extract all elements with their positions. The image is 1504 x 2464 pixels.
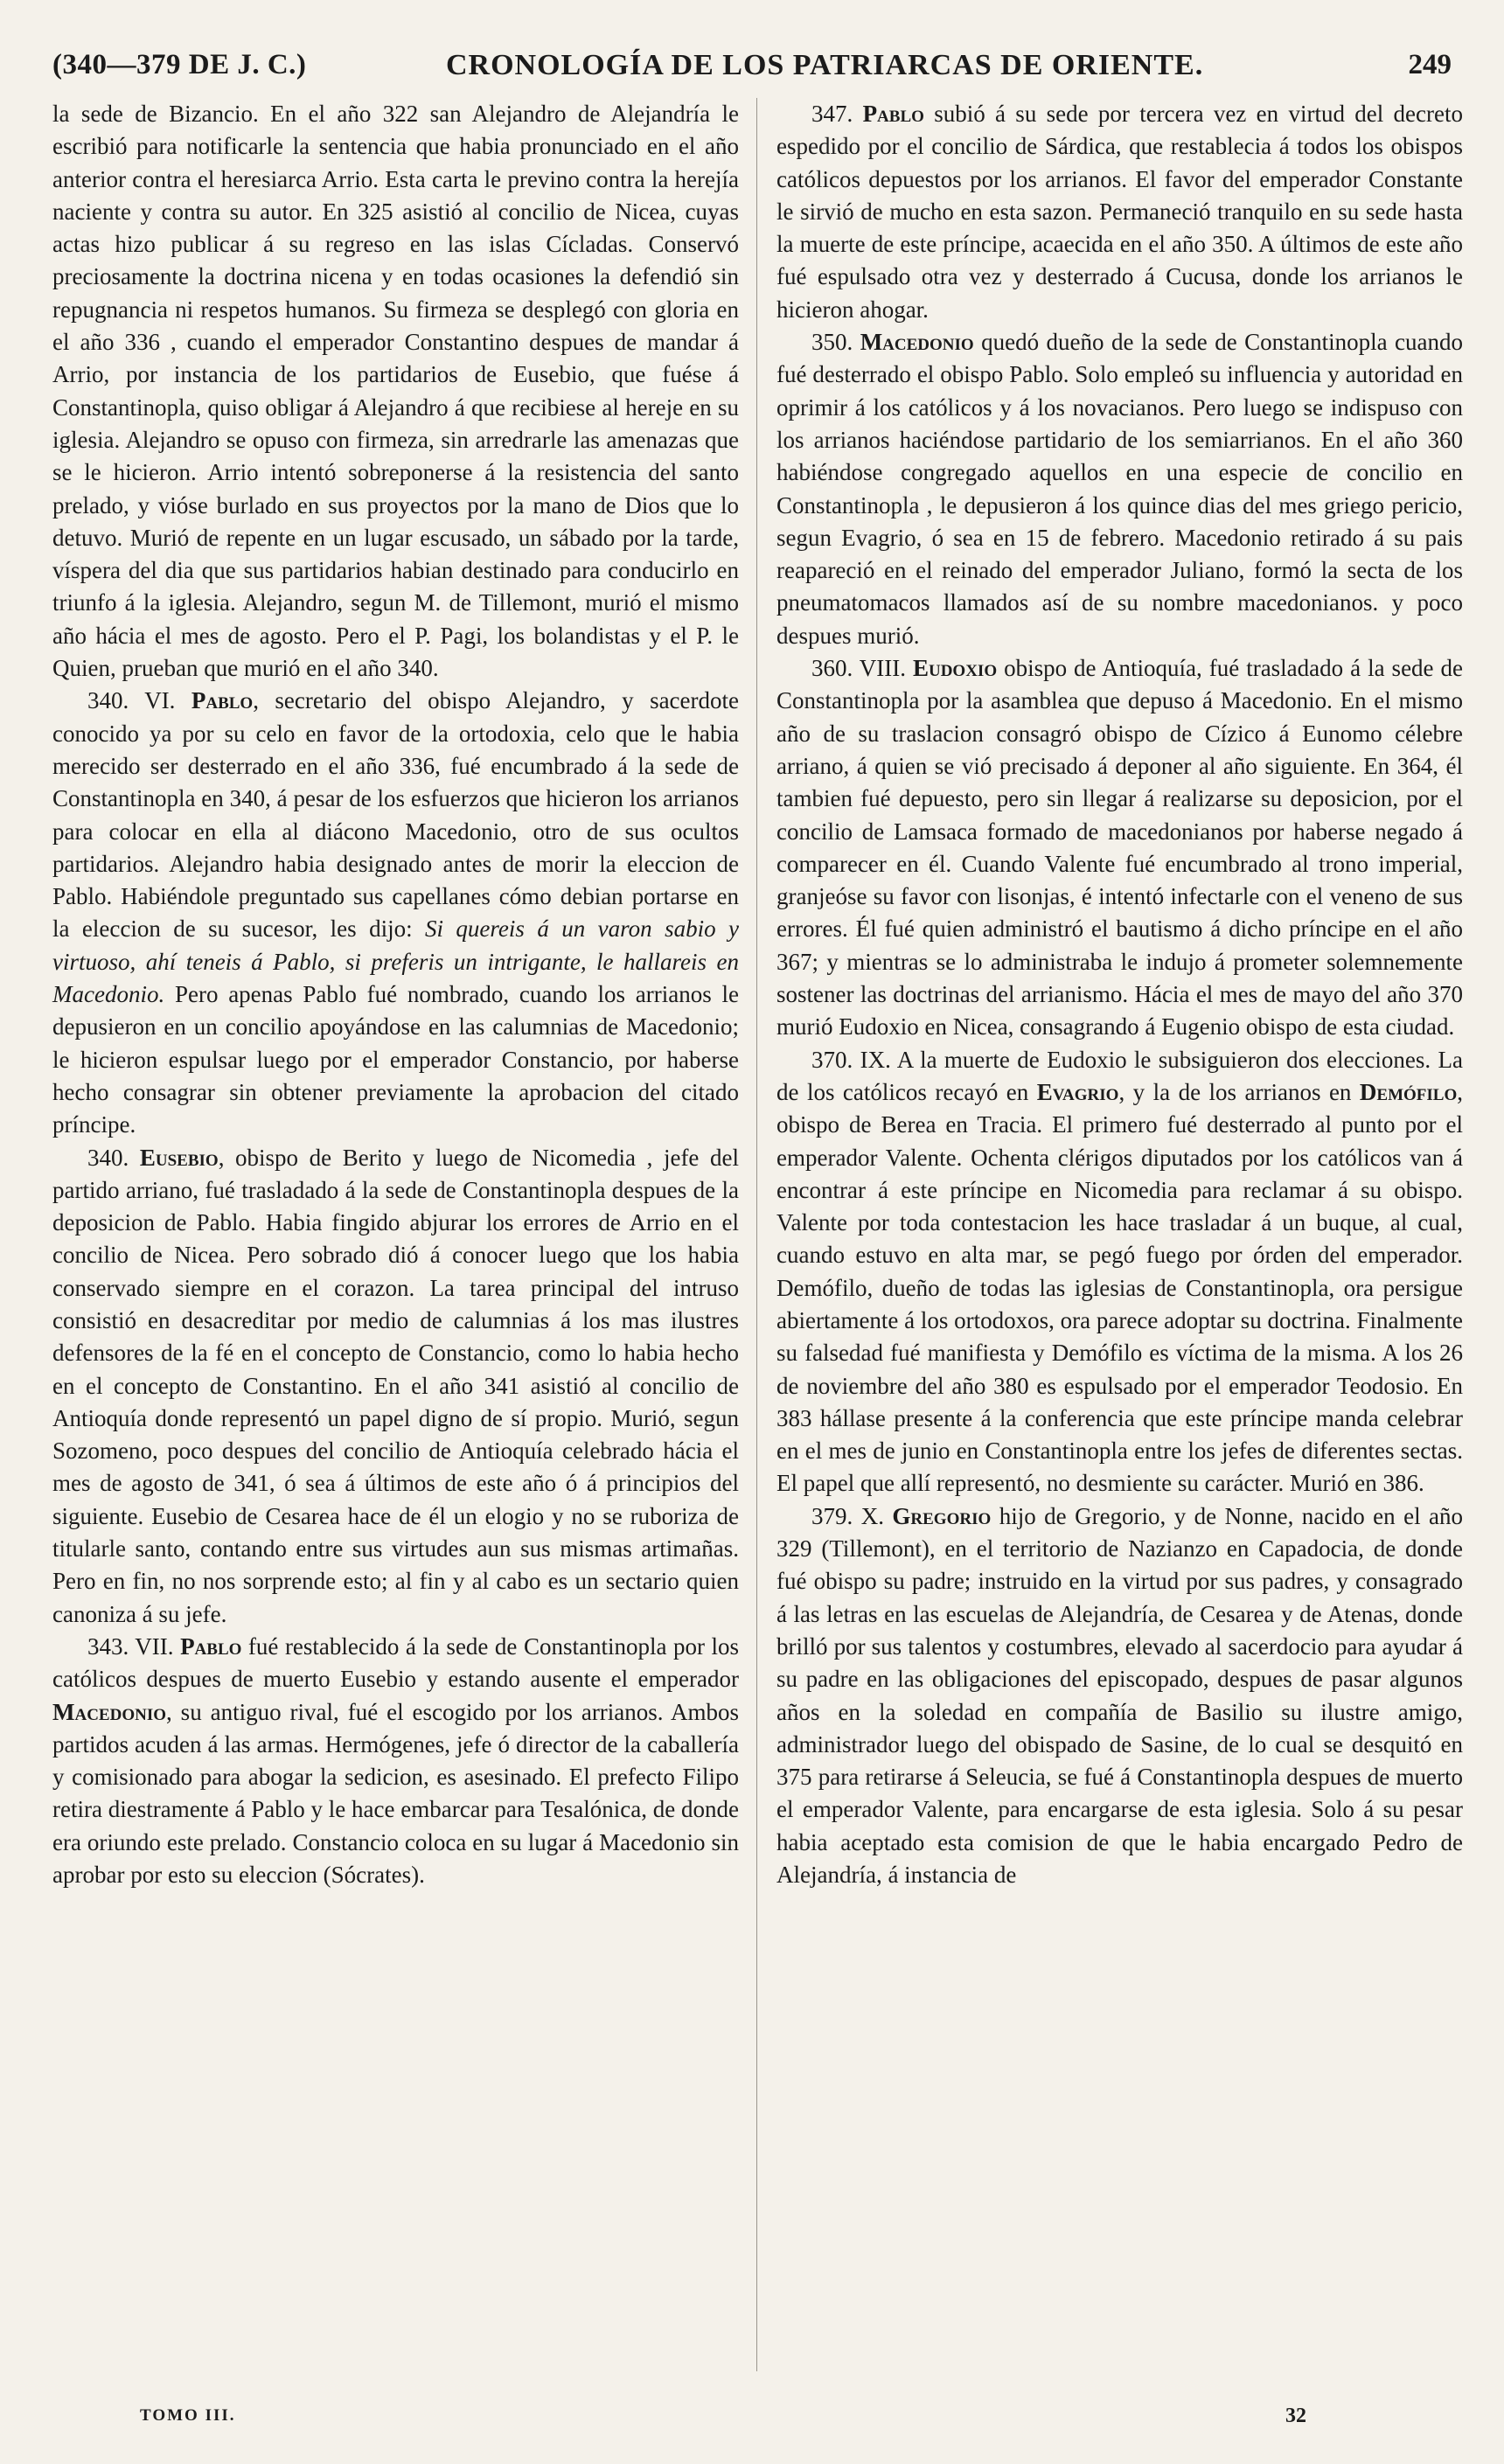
entry-roman: VIII. bbox=[859, 655, 906, 682]
entry-text: A la muerte de Eudoxio le subsiguieron dos elecciones. La de los católicos recayó en bbox=[776, 1046, 1463, 1105]
entry-name: Evagrio bbox=[1036, 1078, 1119, 1105]
entry-number: 370. bbox=[811, 1046, 853, 1073]
entry-number: 379. bbox=[811, 1502, 853, 1529]
entry-roman: VI. bbox=[144, 687, 176, 714]
column-divider bbox=[756, 98, 757, 2371]
paragraph-pablo-343 bbox=[52, 1631, 739, 1891]
entry-name: Macedonio bbox=[860, 329, 974, 356]
entry-name: Eudoxio bbox=[912, 655, 998, 682]
paragraph-eudoxio-360 bbox=[776, 652, 1463, 1044]
entry-number: 340. bbox=[87, 1144, 129, 1171]
entry-name: Pablo bbox=[862, 101, 924, 127]
entry-name: Pablo bbox=[180, 1632, 242, 1660]
paragraph-eusebio-340 bbox=[52, 1142, 739, 1631]
entry-number: 347. bbox=[811, 101, 853, 127]
entry-number: 350. bbox=[811, 329, 853, 356]
signature-mark: 32 bbox=[1285, 2405, 1306, 2427]
right-column bbox=[776, 98, 1463, 1891]
paragraph-alejandro-continued: la sede de Bizancio. En el año 322 san Alejandro de Alejandría le escribió para notificarle la sentencia que habia pronunciado en el año anterior contra el heresiarca Arrio. Esta carta le previno contra la herejía naciente y contra su autor. En 325 asistió al concilio de Nicea, cuyas actas hizo publicar á su regreso en las islas Cícladas. Conservó preciosamente la doctrina nicena y en todas ocasiones la defendió sin repugnancia ni respetos humanos. Su firmeza se desplegó con gloria en el año 336 , cuando el emperador Constantino despues de mandar á Arrio, por instancia de los partidarios de Eusebio, que fuése á Constantinopla, quiso obligar á Alejandro á que recibiese al hereje en su iglesia. Alejandro se opuso con firmeza, sin arredrarle las amenazas que se le hicieron. Arrio intentó sobreponerse á la resistencia del santo prelado, y vióse burlado en sus proyectos por la mano de Dios que lo detuvo. Murió de repente en un lugar escusado, un sábado por la tarde, víspera del dia que sus partidarios habian destinado para conducirlo en triunfo á la iglesia. Alejandro, segun M. de Tillemont, murió el mismo año hácia el mes de agosto. Pero el P. Pagi, los bolandistas y el P. le Quien, prueban que murió en el año 340. bbox=[52, 101, 739, 682]
entry-text: , obispo de Berea en Tracia. El primero fué desterrado al punto por el emperador Valente. Ochenta clérigos diputados por los católicos van á encontrar á este príncipe en Nicomedia para reclamar á su obispo. Valente por toda contestacion les hace trasladar á un buque, al cual, cuando estuvo en alta mar, se pegó fuego por órden del emperador. Demófilo, dueño de todas las iglesias de Constantinopla, ora persigue abiertamente á los ortodoxos, ora parece adoptar su doctrina. Finalmente su falsedad fué manifiesta y Demófilo es víctima de la misma. A los 26 de noviembre del año 380 es espulsado por el emperador Teodosio. En 383 hállase presente á la conferencia que este príncipe manda celebrar en el mes de junio en Constantinopla entre los jefes de diferentes sectas. El papel que allí representó, no desmiente su carácter. Murió en 386. bbox=[776, 1078, 1464, 1497]
paragraph-pablo-340 bbox=[52, 685, 739, 1141]
entry-number: 343. bbox=[87, 1632, 129, 1660]
entry-text: hijo de Gregorio, y de Nonne, nacido en el año 329 (Tillemont), en el territorio de Nazianzo en Capadocia, de donde fué obispo su padre; instruido en la virtud por sus padres, y consagrado á las letras en las escuelas de Alejandría, de Cesarea y de Atenas, donde brilló por sus talentos y costumbres, elevado al sacerdocio para ayudar á su padre en las obligaciones del episcopado, despues de pasar algunos años en la soledad en compañía de Basilio su ilustre amigo, administrador luego del obispado de Sasine, de lo cual se desquitó en 375 para retirarse á Seleucia, se fué á Constantinopla despues de muerto el emperador Valente, para encargarse de esta iglesia. Solo á su pesar habia aceptado esta comision de que le habia encargado Pedro de Alejandría, á instancia de bbox=[776, 1502, 1464, 1889]
paragraph-macedonio-350 bbox=[776, 326, 1463, 652]
entry-quote: Si quereis á un varon sabio y virtuoso, ahí teneis á Pablo, si preferis un intrigante, le hallareis en Macedonio. bbox=[52, 915, 739, 1008]
volume-label: TOMO III. bbox=[140, 2406, 236, 2425]
entry-roman: X. bbox=[860, 1502, 884, 1529]
entry-text: quedó dueño de la sede de Constantinopla cuando fué desterrado el obispo Pablo. Solo empleó su influencia y autoridad en oprimir á los católicos y á los novacianos. Pero luego se indispuso con los arrianos haciéndose partidario de los semiarrianos. En el año 360 habiéndose congregado aquellos en una especie de concilio en Constantinopla , le depusieron á los quince dias del mes griego pericio, segun Evagrio, ó sea en 15 de febrero. Macedonio retirado á su pais reapareció en el reinado del emperador Juliano, formó la secta de los pneumatomacos llamados así de su nombre macedonianos. y poco despues murió. bbox=[776, 329, 1463, 649]
left-column bbox=[52, 98, 739, 1891]
entry-name: Macedonio bbox=[52, 1698, 166, 1725]
entry-text: subió á su sede por tercera vez en virtud del decreto espedido por el concilio de Sárdica, que restablecia á todos los obispos católicos depuestos por los arrianos. El favor del emperador Constante le sirvió de mucho en esta sazon. Permaneció tranquilo en su sede hasta la muerte de este príncipe, acaecida en el año 350. A últimos de este año fué espulsado otra vez y desterrado á Cucusa, donde los arrianos le hicieron ahogar. bbox=[776, 101, 1464, 323]
paragraph-evagrio-370 bbox=[776, 1044, 1463, 1500]
paragraph-pablo-347 bbox=[776, 98, 1463, 326]
paragraph-gregorio-379 bbox=[776, 1500, 1463, 1892]
entry-name: Gregorio bbox=[892, 1502, 992, 1529]
entry-text: fué restablecido á la sede de Constantinopla por los católicos despues de muerto Eusebio y estando ausente el emperador bbox=[52, 1632, 739, 1693]
page-number: 249 bbox=[1408, 49, 1452, 80]
entry-number: 340. bbox=[87, 687, 129, 714]
entry-roman: VII. bbox=[135, 1632, 174, 1660]
entry-number: 360. bbox=[811, 655, 853, 682]
entry-text: , obispo de Berito y luego de Nicomedia , jefe del partido arriano, fué trasladado á la sede de Constantinopla despues de la deposicion de Pablo. Habia fingido abjurar los errores de Arrio en el concilio de Nicea. Pero sobrado dió á conocer luego que los habia conservado siempre en el corazon. La tarea principal del intruso consistió en desacreditar por medio de calumnias á los mas ilustres defensores de la fé en el concepto de Constancio, como lo habia hecho en el concepto de Constantino. En el año 341 asistió al concilio de Antioquía donde representó un papel digno de sí propio. Murió, segun Sozomeno, poco despues del concilio de Antioquía celebrado hácia el mes de agosto de 341, ó sea á últimos de este año ó á principios del siguiente. Eusebio de Cesarea hace de él un elogio y no se ruboriza de titularle santo, contando entre sus virtudes aun sus mismas artimañas. Pero en fin, no nos sorprende esto; al fin y al cabo es un sectario quien canoniza á su jefe. bbox=[52, 1144, 740, 1627]
entry-text: , secretario del obispo Alejandro, y sacerdote conocido ya por su celo en favor de la ortodoxia, celo que le habia merecido ser desterrado en el año 336, fué encumbrado á la sede de Constantinopla en 340, á pesar de los esfuerzos que hicieron los arrianos para colocar en ella al diácono Macedonio, otro de sus ocultos partidarios. Alejandro habia designado antes de morir la eleccion de Pablo. Habiéndole preguntado sus capellanes cómo debian portarse en la eleccion de su sucesor, les dijo: bbox=[52, 687, 740, 943]
header-date-range: (340—379 DE J. C.) bbox=[52, 49, 307, 80]
entry-name: Demófilo bbox=[1359, 1078, 1458, 1105]
entry-text: Pero apenas Pablo fué nombrado, cuando los arrianos le depusieron en un concilio apoyándose en las calumnias de Macedonio; le hicieron espulsar luego por el emperador Constancio, por haberse hecho consagrar sin obtener previamente la aprobacion del citado príncipe. bbox=[52, 981, 739, 1138]
entry-text: obispo de Antioquía, fué trasladado á la sede de Constantinopla por la asamblea que depuso á Macedonio. En el mismo año de su traslacion consagró obispo de Cízico á Eunomo célebre arriano, á quien se vió precisado á deponer al año siguiente. En 364, él tambien fué depuesto, pero sin llegar á realizarse su deposicion, por el concilio de Lamsaca formado de macedonianos por haberse negado á comparecer en él. Cuando Valente fué encumbrado al trono imperial, granjeóse su favor con lisonjas, é intentó infectarle con el veneno de sus errores. Él fué quien administró el bautismo á dicho príncipe en el año 367; y mientras se lo administraba le indujo á prometer solemnemente sostener las doctrinas del arrianismo. Hácia el mes de mayo del año 370 murió Eudoxio en Nicea, consagrando á Eugenio obispo de esta ciudad. bbox=[776, 655, 1463, 1041]
entry-roman: IX. bbox=[860, 1046, 891, 1073]
running-header bbox=[52, 49, 1452, 93]
header-title: CRONOLOGÍA DE LOS PATRIARCAS DE ORIENTE. bbox=[446, 49, 1204, 81]
entry-name: Pablo bbox=[191, 687, 254, 714]
entry-name: Eusebio bbox=[139, 1144, 219, 1171]
entry-text: , su antiguo rival, fué el escogido por los arrianos. Ambos partidos acuden á las armas. Hermógenes, jefe ó director de la caballería y comisionado para abogar la sedicion, es asesinado. El prefecto Filipo retira diestramente á Pablo y le hace embarcar para Tesalónica, de donde era oriundo este prelado. Constancio coloca en su lugar á Macedonio sin aprobar por esto su eleccion (Sócrates). bbox=[52, 1698, 739, 1889]
entry-text: , y la de los arrianos en bbox=[1118, 1078, 1360, 1105]
